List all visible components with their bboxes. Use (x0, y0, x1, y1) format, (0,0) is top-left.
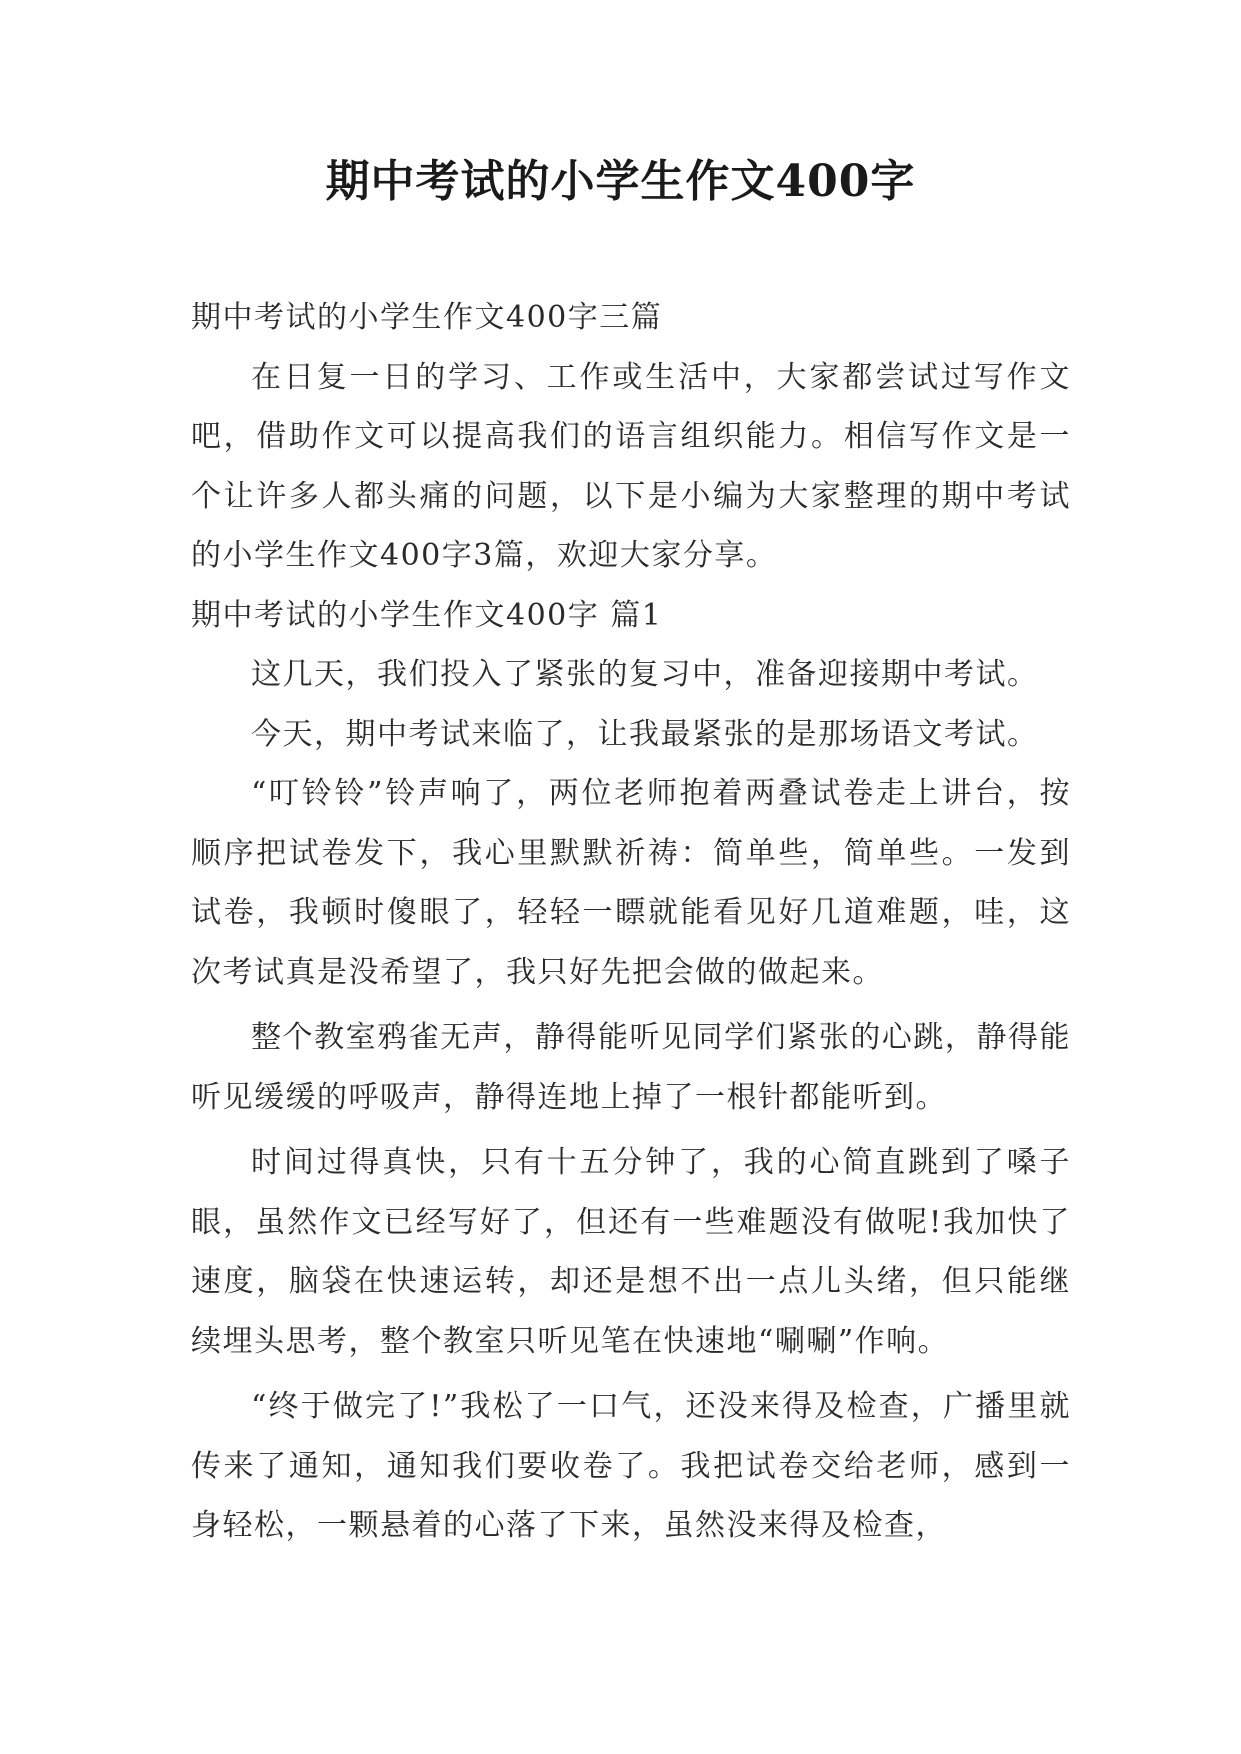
paragraph: 在日复一日的学习、工作或生活中，大家都尝试过写作文吧，借助作文可以提高我们的语言组织能力。相信写作文是一个让许多人都头痛的问题，以下是小编为大家整理的期中考试的小学生作文400字3篇，欢迎大家分享。 (191, 359, 1071, 573)
paragraph: 时间过得真快，只有十五分钟了，我的心简直跳到了嗓子眼，虽然作文已经写好了，但还有一些难题没有做呢!我加快了速度，脑袋在快速运转，却还是想不出一点儿头绪，但只能继续埋头思考，整个教室只听见笔在快速地“唰唰”作响。 (191, 1145, 1071, 1359)
paragraph: 整个教室鸦雀无声，静得能听见同学们紧张的心跳，静得能听见缓缓的呼吸声，静得连地上掉了一根针都能听到。 (191, 1020, 1071, 1115)
paragraph: “终于做完了!”我松了一口气，还没来得及检查，广播里就传来了通知，通知我们要收卷了。我把试卷交给老师，感到一身轻松，一颗悬着的心落了下来，虽然没来得及检查， (191, 1389, 1071, 1543)
paragraph: “叮铃铃”铃声响了，两位老师抱着两叠试卷走上讲台，按顺序把试卷发下，我心里默默祈祷：简单些，简单些。一发到试卷，我顿时傻眼了，轻轻一瞟就能看见好几道难题，哇，这次考试真是没希望了，我只好先把会做的做起来。 (191, 776, 1071, 990)
section-heading: 期中考试的小学生作文400字三篇 (191, 300, 663, 335)
document-body (191, 288, 1071, 1556)
paragraph: 这几天，我们投入了紧张的复习中，准备迎接期中考试。 (251, 657, 1039, 692)
document-title: 期中考试的小学生作文400字 (325, 156, 916, 207)
section-heading: 期中考试的小学生作文400字 篇1 (191, 597, 663, 633)
paragraph: 今天，期中考试来临了，让我最紧张的是那场语文考试。 (251, 716, 1039, 752)
